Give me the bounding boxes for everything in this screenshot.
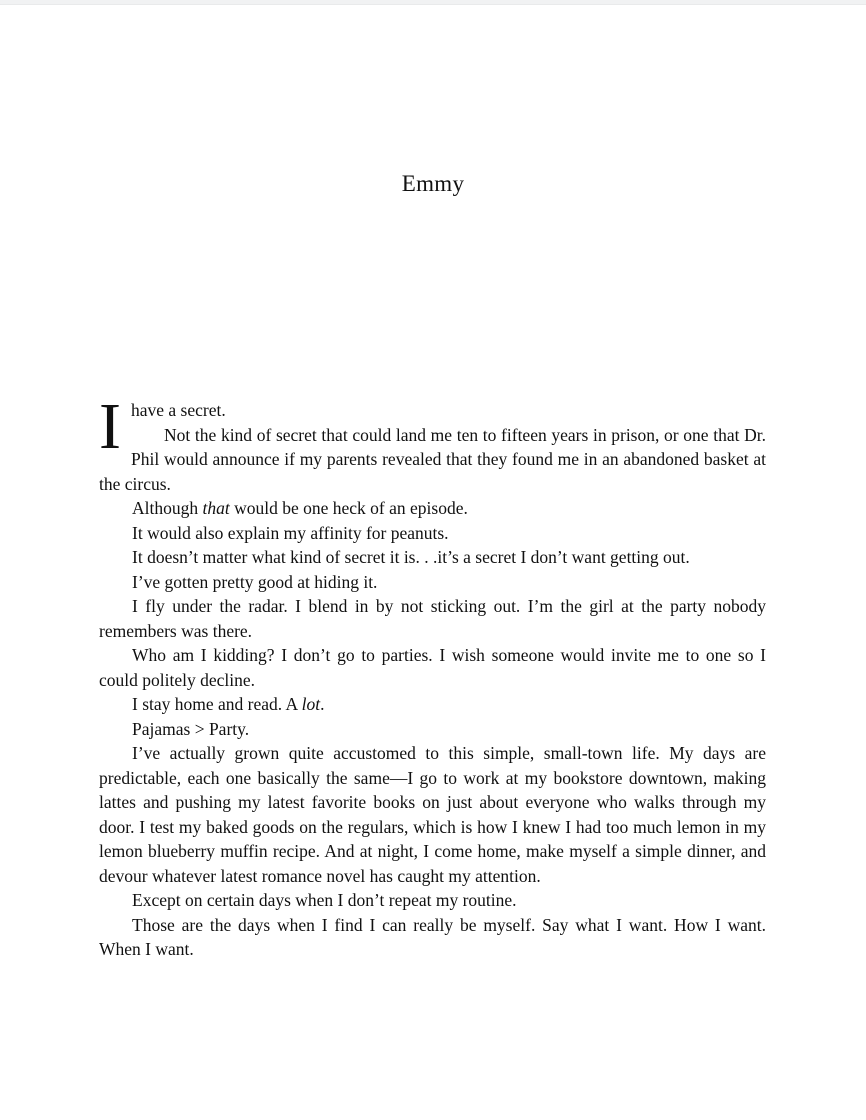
paragraph (99, 643, 766, 692)
chapter-text (99, 390, 766, 962)
italic-text: lot (301, 694, 321, 714)
text-run: Although (132, 498, 203, 518)
text-run: Pajamas > Party. (132, 718, 250, 739)
paragraph (99, 570, 766, 595)
paragraph (99, 423, 766, 497)
paragraph (99, 888, 766, 913)
chapter-title: Emmy (401, 171, 465, 196)
text-run: It doesn’t matter what kind of secret it is. . .it’s a secret I don’t want getting out. (132, 547, 690, 567)
italic-text: that (202, 498, 230, 518)
paragraph (99, 692, 766, 717)
drop-cap: I (99, 390, 121, 463)
text-run: . (320, 694, 325, 714)
text-run: Not the kind of secret that could land me ten to fifteen years in prison, or one that Dr. Phil would announce if my parents revealed that they found me in an abandoned basket at the circus. (99, 424, 766, 494)
text-run: I fly under the radar. I blend in by not sticking out. I’m the girl at the party nobody remembers was there. (99, 596, 766, 641)
paragraph (99, 594, 766, 643)
paragraph (99, 741, 766, 888)
text-run: have a secret. (130, 400, 226, 420)
paragraph (99, 545, 766, 570)
paragraph (99, 496, 766, 521)
text-run: Except on certain days when I don’t repeat my routine. (132, 890, 517, 910)
text-run: Those are the days when I find I can really be myself. Say what I want. How I want. When I want. (99, 914, 766, 959)
text-run: It would also explain my affinity for peanuts. (132, 522, 449, 543)
text-run: would be one heck of an episode. (229, 498, 468, 518)
text-run: I’ve gotten pretty good at hiding it. (132, 571, 378, 592)
paragraph (99, 717, 766, 742)
text-run: Who am I kidding? I don’t go to parties. I wish someone would invite me to one so I could politely decline. (99, 645, 766, 690)
top-border-bar (0, 0, 866, 5)
paragraph (99, 913, 766, 962)
paragraph (99, 521, 766, 546)
text-run: I stay home and read. A (132, 694, 302, 714)
text-run: I’ve actually grown quite accustomed to this simple, small-town life. My days are predictable, each one basically the same—I go to work at my bookstore downtown, making lattes and pushing my latest favorite books on just about everyone who walks through my door. I test my baked goods on the regulars, which is how I knew I had too much lemon in my lemon blueberry muffin recipe. And at night, I come home, make myself a simple dinner, and devour whatever latest romance novel has caught my attention. (99, 743, 766, 886)
